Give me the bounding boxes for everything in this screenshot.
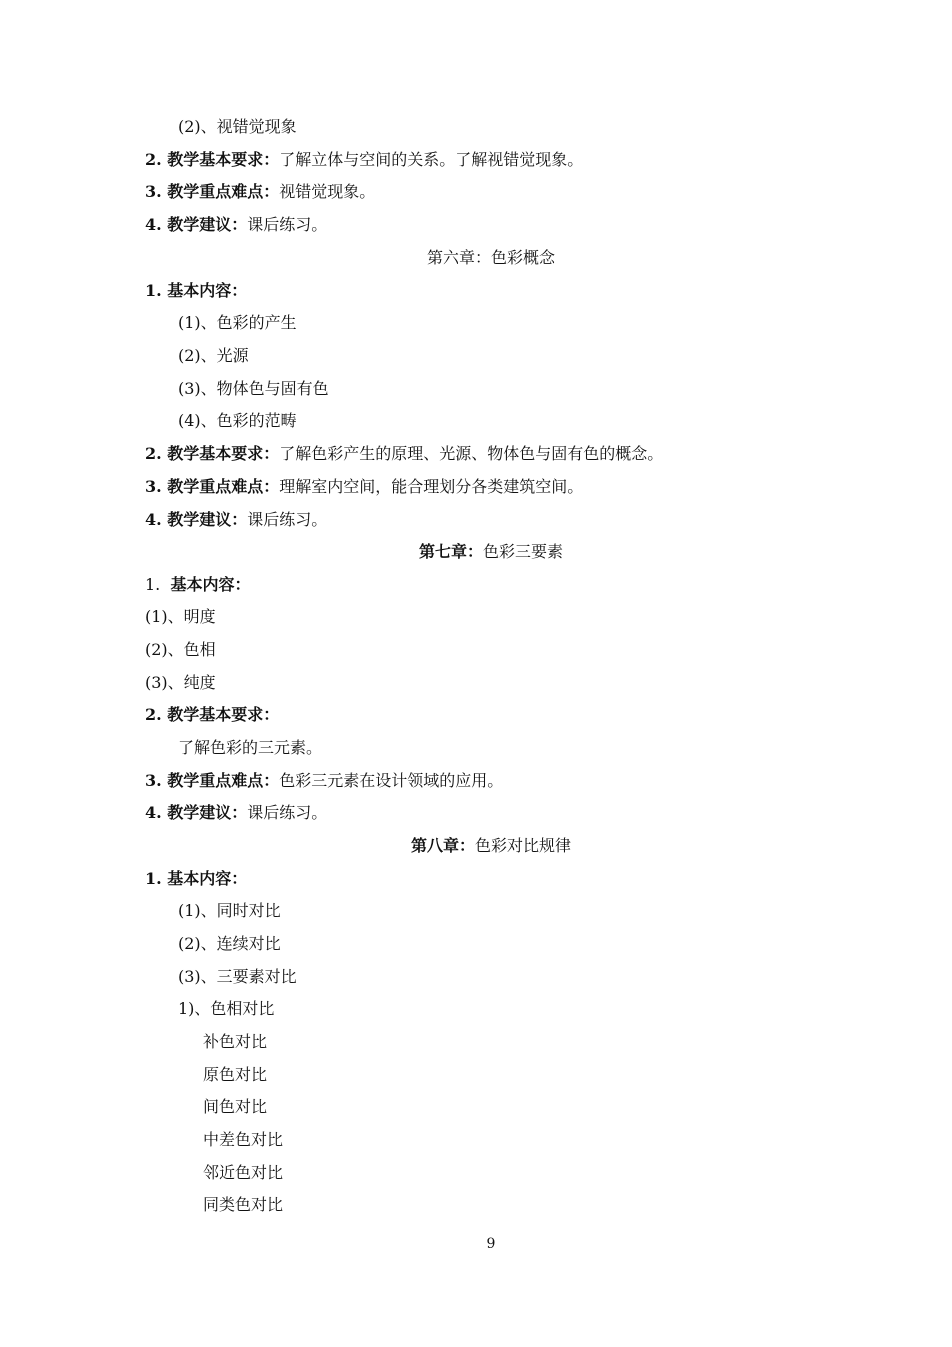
content-item: (3)、物体色与固有色 bbox=[178, 379, 329, 398]
key-points-text: 理解室内空间，能合理划分各类建筑空间。 bbox=[279, 477, 584, 496]
chapter-8-title bbox=[0, 836, 952, 856]
key-points-text: 视错觉现象。 bbox=[279, 182, 376, 201]
suggestion-text: 课后练习。 bbox=[247, 510, 328, 529]
sub-item: 邻近色对比 bbox=[203, 1163, 284, 1182]
chapter-8-name: 色彩对比规律 bbox=[475, 836, 572, 855]
requirement-label: 2. 教学基本要求： bbox=[145, 444, 280, 463]
content-item: (1)、色彩的产生 bbox=[178, 313, 297, 332]
chapter-7-title bbox=[0, 542, 952, 562]
requirement-line bbox=[145, 444, 663, 464]
content-item: (3)、三要素对比 bbox=[178, 967, 297, 986]
content-item: (3)、纯度 bbox=[145, 673, 216, 692]
basic-content-line bbox=[145, 575, 250, 595]
chapter-8-label: 第八章： bbox=[410, 836, 475, 855]
requirement-text: 了解色彩的三元素。 bbox=[178, 738, 323, 757]
requirement-text: 了解色彩产生的原理、光源、物体色与固有色的概念。 bbox=[279, 444, 664, 463]
chapter-6-title: 第六章：色彩概念 bbox=[426, 248, 555, 267]
key-points-line bbox=[145, 771, 503, 791]
sub-item: 中差色对比 bbox=[203, 1130, 284, 1149]
requirement-line bbox=[145, 150, 583, 170]
suggestion-text: 课后练习。 bbox=[247, 803, 328, 822]
basic-content-label: 1. 基本内容： bbox=[145, 281, 248, 300]
suggestion-line bbox=[145, 215, 327, 235]
suggestion-line bbox=[145, 510, 327, 530]
basic-content-label: 基本内容： bbox=[170, 575, 251, 594]
chapter-7-label: 第七章： bbox=[418, 542, 483, 561]
content-item: (2)、光源 bbox=[178, 346, 249, 365]
chapter-7-name: 色彩三要素 bbox=[483, 542, 564, 561]
requirement-label: 2. 教学基本要求： bbox=[145, 705, 280, 724]
content-item: (1)、明度 bbox=[145, 607, 216, 626]
sub-item: 同类色对比 bbox=[203, 1195, 284, 1214]
key-points-label: 3. 教学重点难点： bbox=[145, 771, 280, 790]
content-item: (2)、视错觉现象 bbox=[178, 117, 297, 136]
basic-content-label: 1. 基本内容： bbox=[145, 869, 248, 888]
content-item: 1)、色相对比 bbox=[178, 999, 275, 1018]
key-points-line bbox=[145, 182, 375, 202]
content-item: (4)、色彩的范畴 bbox=[178, 411, 297, 430]
content-item: (1)、同时对比 bbox=[178, 901, 281, 920]
requirement-text: 了解立体与空间的关系。了解视错觉现象。 bbox=[279, 150, 584, 169]
sub-item: 原色对比 bbox=[203, 1065, 268, 1084]
sub-item: 补色对比 bbox=[203, 1032, 268, 1051]
suggestion-label: 4. 教学建议： bbox=[145, 510, 248, 529]
key-points-text: 色彩三元素在设计领域的应用。 bbox=[279, 771, 504, 790]
requirement-label: 2. 教学基本要求： bbox=[145, 150, 280, 169]
suggestion-label: 4. 教学建议： bbox=[145, 215, 248, 234]
suggestion-label: 4. 教学建议： bbox=[145, 803, 248, 822]
suggestion-line bbox=[145, 803, 327, 823]
content-item: (2)、连续对比 bbox=[178, 934, 281, 953]
page-number: 9 bbox=[486, 1236, 496, 1252]
sub-item: 间色对比 bbox=[203, 1097, 268, 1116]
content-item: (2)、色相 bbox=[145, 640, 216, 659]
key-points-line bbox=[145, 477, 583, 497]
basic-content-number: 1. bbox=[145, 575, 161, 594]
suggestion-text: 课后练习。 bbox=[247, 215, 328, 234]
key-points-label: 3. 教学重点难点： bbox=[145, 477, 280, 496]
key-points-label: 3. 教学重点难点： bbox=[145, 182, 280, 201]
